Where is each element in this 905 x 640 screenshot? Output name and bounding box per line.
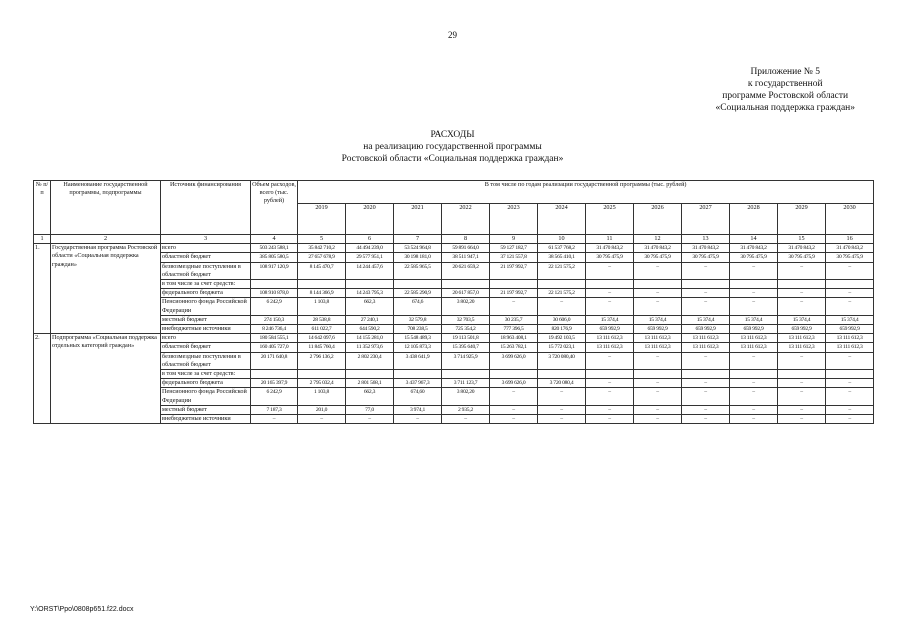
year-value: 53 524 964,8 <box>394 244 442 253</box>
year-value: 21 197 992,7 <box>490 262 538 279</box>
year-value: – <box>778 405 826 414</box>
total-value <box>251 370 298 379</box>
header-year: 2024 <box>538 204 586 235</box>
year-value: 3 720 080,40 <box>538 352 586 369</box>
column-number: 9 <box>490 235 538 244</box>
year-value <box>442 280 490 289</box>
year-value: 19 113 501,8 <box>442 334 490 343</box>
year-value: – <box>778 379 826 388</box>
year-value: – <box>778 298 826 315</box>
table-row <box>34 298 874 315</box>
total-value: 108 917 120,9 <box>251 262 298 279</box>
year-value <box>730 370 778 379</box>
funding-source: местный бюджет <box>161 315 251 324</box>
year-value: 31 470 843,2 <box>586 244 634 253</box>
year-value: – <box>634 388 682 405</box>
year-value: 15 374,4 <box>586 315 634 324</box>
year-value: 30 606,0 <box>538 315 586 324</box>
header-year: 2025 <box>586 204 634 235</box>
funding-source: безвозмездные поступления в областной бюджет <box>161 262 251 279</box>
year-value: 31 470 843,2 <box>634 244 682 253</box>
year-value: 22 585 290,9 <box>394 289 442 298</box>
year-value <box>682 280 730 289</box>
table-row <box>34 405 874 414</box>
year-value <box>346 280 394 289</box>
table-row <box>34 253 874 262</box>
year-value <box>490 280 538 289</box>
year-value: 12 105 873,3 <box>394 343 442 352</box>
year-value: 11 352 973,6 <box>346 343 394 352</box>
funding-source: областной бюджет <box>161 343 251 352</box>
year-value: 13 111 612,3 <box>730 334 778 343</box>
column-number: 13 <box>682 235 730 244</box>
year-value: 31 470 843,2 <box>826 244 874 253</box>
year-value: 13 111 612,3 <box>778 334 826 343</box>
column-number: 2 <box>51 235 161 244</box>
year-value <box>634 370 682 379</box>
column-number: 6 <box>346 235 394 244</box>
year-value: – <box>490 298 538 315</box>
year-value: 1 103,8 <box>298 298 346 315</box>
year-value <box>538 280 586 289</box>
total-value <box>251 280 298 289</box>
table-body <box>34 244 874 424</box>
appendix-line-2: к государственной <box>747 79 823 89</box>
year-value: 8 144 366,9 <box>298 289 346 298</box>
year-value: – <box>730 262 778 279</box>
year-value: 38 511 947,1 <box>442 253 490 262</box>
year-value: 3 974,1 <box>394 405 442 414</box>
year-value: 2 801 568,1 <box>346 379 394 388</box>
year-value: – <box>586 405 634 414</box>
year-value: 21 197 992,7 <box>490 289 538 298</box>
year-value: – <box>826 379 874 388</box>
year-value: 15 772 023,1 <box>538 343 586 352</box>
column-number: 15 <box>778 235 826 244</box>
year-value: 13 111 612,3 <box>634 334 682 343</box>
page-number: 29 <box>448 30 457 40</box>
header-year: 2029 <box>778 204 826 235</box>
year-value: – <box>682 352 730 369</box>
column-number: 7 <box>394 235 442 244</box>
year-value: – <box>586 262 634 279</box>
year-value <box>490 370 538 379</box>
total-value: 8 246 736,4 <box>251 325 298 334</box>
year-value <box>442 370 490 379</box>
year-value: 820 176,9 <box>538 325 586 334</box>
title-line-1: РАСХОДЫ <box>430 130 475 140</box>
year-value: – <box>778 388 826 405</box>
year-value: – <box>682 298 730 315</box>
title-line-3: Ростовской области «Социальная поддержка граждан» <box>341 154 564 164</box>
year-value: 2 935,2 <box>442 405 490 414</box>
year-value: 611 022,7 <box>298 325 346 334</box>
year-value: – <box>682 405 730 414</box>
year-value: – <box>730 388 778 405</box>
total-value: – <box>251 415 298 424</box>
year-value: 13 111 612,3 <box>730 343 778 352</box>
total-value: 7 187,3 <box>251 405 298 414</box>
total-value: 6 242,9 <box>251 298 298 315</box>
funding-source: всего <box>161 244 251 253</box>
column-numbers-row <box>34 235 874 244</box>
year-value: – <box>826 352 874 369</box>
table-row <box>34 379 874 388</box>
year-value: – <box>730 405 778 414</box>
table-row <box>34 334 874 343</box>
year-value <box>826 370 874 379</box>
year-value: 3 437 967,3 <box>394 379 442 388</box>
year-value: – <box>490 415 538 424</box>
header-year: 2027 <box>682 204 730 235</box>
year-value: 662,3 <box>346 298 394 315</box>
appendix-line-1: Приложение № 5 <box>750 67 820 77</box>
year-value: 59 891 664,0 <box>442 244 490 253</box>
year-value: 15 263 782,1 <box>490 343 538 352</box>
year-value: 30 795 475,9 <box>730 253 778 262</box>
total-value: 108 910 878,0 <box>251 289 298 298</box>
year-value: – <box>826 298 874 315</box>
year-value <box>778 370 826 379</box>
year-value: 27 240,1 <box>346 315 394 324</box>
year-value: – <box>538 388 586 405</box>
header-year: 2022 <box>442 204 490 235</box>
year-value: 8 145 470,7 <box>298 262 346 279</box>
header-year: 2030 <box>826 204 874 235</box>
year-value: 2 796 136,2 <box>298 352 346 369</box>
year-value: 20 621 659,2 <box>442 262 490 279</box>
year-value: – <box>682 379 730 388</box>
funding-source: местный бюджет <box>161 405 251 414</box>
header-year: 2019 <box>298 204 346 235</box>
year-value: 22 121 575,2 <box>538 262 586 279</box>
total-value: 503 243 588,1 <box>251 244 298 253</box>
year-value: 15 395 640,7 <box>442 343 490 352</box>
year-value: – <box>586 388 634 405</box>
year-value: 15 374,4 <box>778 315 826 324</box>
year-value: 15 374,4 <box>826 315 874 324</box>
year-value: 31 470 843,2 <box>682 244 730 253</box>
year-value: 15 374,4 <box>634 315 682 324</box>
year-value: – <box>586 415 634 424</box>
year-value: 28 538,8 <box>298 315 346 324</box>
year-value: – <box>730 352 778 369</box>
funding-source: внебюджетные источники <box>161 325 251 334</box>
year-value: – <box>634 352 682 369</box>
program-name: Государственная программа Ростовской области «Социальная поддержка граждан» <box>51 244 161 334</box>
year-value: – <box>730 289 778 298</box>
year-value: 708 238,5 <box>394 325 442 334</box>
year-value: – <box>826 262 874 279</box>
year-value: 61 537 768,2 <box>538 244 586 253</box>
year-value <box>298 280 346 289</box>
year-value: 3 802,20 <box>442 298 490 315</box>
year-value: – <box>490 388 538 405</box>
year-value: – <box>634 298 682 315</box>
year-value: 2 802 230,4 <box>346 352 394 369</box>
header-years-caption: В том числе по годам реализации государственной программы (тыс. рублей) <box>298 181 874 204</box>
year-value: 15 548 489,3 <box>394 334 442 343</box>
year-value: 13 111 612,3 <box>778 343 826 352</box>
year-value: – <box>826 415 874 424</box>
year-value: 659 992,9 <box>682 325 730 334</box>
year-value: 13 111 612,3 <box>586 334 634 343</box>
year-value: 13 111 612,3 <box>634 343 682 352</box>
year-value: 13 111 612,3 <box>682 343 730 352</box>
year-value: 644 590,2 <box>346 325 394 334</box>
year-value: – <box>586 298 634 315</box>
year-value: 18 963 408,1 <box>490 334 538 343</box>
table-row <box>34 289 874 298</box>
header-year: 2021 <box>394 204 442 235</box>
year-value: 662,3 <box>346 388 394 405</box>
year-value: 31 470 843,2 <box>778 244 826 253</box>
year-value: – <box>826 405 874 414</box>
year-value <box>778 280 826 289</box>
header-year: 2028 <box>730 204 778 235</box>
year-value <box>730 280 778 289</box>
year-value: 659 992,9 <box>826 325 874 334</box>
year-value: 27 657 678,9 <box>298 253 346 262</box>
year-value: 659 992,9 <box>778 325 826 334</box>
year-value: 3 699 626,0 <box>490 352 538 369</box>
year-value: – <box>682 289 730 298</box>
year-value: – <box>586 289 634 298</box>
year-value: 14 155 281,0 <box>346 334 394 343</box>
year-value: 30 198 181,0 <box>394 253 442 262</box>
appendix-note <box>715 66 855 114</box>
total-value: 385 805 580,5 <box>251 253 298 262</box>
year-value: 38 565 410,1 <box>538 253 586 262</box>
column-number: 4 <box>251 235 298 244</box>
funding-source: Пенсионного фонда Российской Федерации <box>161 388 251 405</box>
year-value: 13 111 612,3 <box>682 334 730 343</box>
year-value: – <box>538 298 586 315</box>
table-row <box>34 262 874 279</box>
document-title <box>0 129 905 165</box>
funding-source: в том числе за счет средств: <box>161 280 251 289</box>
header-source: Источник финансирования <box>161 181 251 235</box>
funding-source: областной бюджет <box>161 253 251 262</box>
year-value <box>298 370 346 379</box>
year-value: – <box>634 379 682 388</box>
year-value: 777 396,5 <box>490 325 538 334</box>
year-value: 3 438 641,9 <box>394 352 442 369</box>
year-value: – <box>490 405 538 414</box>
year-value: 3 802,20 <box>442 388 490 405</box>
year-value <box>634 280 682 289</box>
year-value <box>346 370 394 379</box>
column-number: 12 <box>634 235 682 244</box>
table-row <box>34 325 874 334</box>
year-value <box>586 370 634 379</box>
total-value: 180 584 555,1 <box>251 334 298 343</box>
year-value: – <box>634 289 682 298</box>
header-year: 2020 <box>346 204 394 235</box>
year-value: 77,0 <box>346 405 394 414</box>
year-value: 201,0 <box>298 405 346 414</box>
year-value: 659 992,9 <box>586 325 634 334</box>
year-value: – <box>730 298 778 315</box>
funding-source: безвозмездные поступления в областной бюджет <box>161 352 251 369</box>
funding-source: Пенсионного фонда Российской Федерации <box>161 298 251 315</box>
year-value: 19 492 103,5 <box>538 334 586 343</box>
table-row <box>34 388 874 405</box>
year-value: – <box>778 262 826 279</box>
file-path-footer: Y:\ORST\Ppo\0808p651.f22.docx <box>30 606 134 613</box>
year-value: 13 111 612,3 <box>826 343 874 352</box>
year-value: 3 711 123,7 <box>442 379 490 388</box>
year-value: – <box>682 415 730 424</box>
year-value: – <box>730 415 778 424</box>
funding-source: в том числе за счет средств: <box>161 370 251 379</box>
column-number: 14 <box>730 235 778 244</box>
year-value: 725 354,2 <box>442 325 490 334</box>
year-value: – <box>634 415 682 424</box>
appendix-line-3: программе Ростовской области <box>722 91 849 101</box>
row-index: 1. <box>34 244 51 334</box>
year-value: – <box>538 405 586 414</box>
year-value: 674,60 <box>394 388 442 405</box>
funding-source: всего <box>161 334 251 343</box>
year-value: 3 699 626,0 <box>490 379 538 388</box>
year-value: 3 720 080,4 <box>538 379 586 388</box>
year-value: – <box>442 415 490 424</box>
column-number: 16 <box>826 235 874 244</box>
header-total: Объем расходов, всего (тыс. рублей) <box>251 181 298 235</box>
table-row <box>34 315 874 324</box>
total-value: 20 171 640,8 <box>251 352 298 369</box>
year-value <box>682 370 730 379</box>
year-value: 22 585 965,5 <box>394 262 442 279</box>
year-value <box>586 280 634 289</box>
year-value: 674,6 <box>394 298 442 315</box>
column-number: 3 <box>161 235 251 244</box>
year-value: – <box>778 289 826 298</box>
year-value: 11 845 760,4 <box>298 343 346 352</box>
year-value: 659 992,9 <box>634 325 682 334</box>
year-value <box>394 280 442 289</box>
year-value: 15 374,4 <box>682 315 730 324</box>
program-name: Подпрограмма «Социальная поддержка отдельных категорий граждан» <box>51 334 161 424</box>
year-value: 32 703,5 <box>442 315 490 324</box>
year-value: 659 992,9 <box>730 325 778 334</box>
year-value: – <box>634 262 682 279</box>
year-value: 59 127 182,7 <box>490 244 538 253</box>
year-value: 1 103,8 <box>298 388 346 405</box>
year-value: 31 470 843,2 <box>730 244 778 253</box>
year-value: 30 795 475,9 <box>586 253 634 262</box>
year-value: 14 244 457,6 <box>346 262 394 279</box>
year-value: – <box>778 352 826 369</box>
header-name: Наименование государственной программы, подпрограммы <box>51 181 161 235</box>
year-value: 30 795 475,9 <box>778 253 826 262</box>
year-value <box>538 370 586 379</box>
year-value: – <box>730 379 778 388</box>
year-value: – <box>586 379 634 388</box>
column-number: 11 <box>586 235 634 244</box>
year-value: – <box>394 415 442 424</box>
year-value: 30 235,7 <box>490 315 538 324</box>
funding-source: федерального бюджета <box>161 289 251 298</box>
column-number: 10 <box>538 235 586 244</box>
table-row <box>34 244 874 253</box>
funding-source: федерального бюджета <box>161 379 251 388</box>
year-value: – <box>346 415 394 424</box>
year-value: 14 243 795,3 <box>346 289 394 298</box>
column-number: 1 <box>34 235 51 244</box>
year-value: 13 111 612,3 <box>826 334 874 343</box>
table-row <box>34 280 874 289</box>
header-num: № п/п <box>34 181 51 235</box>
year-value <box>826 280 874 289</box>
header-year: 2023 <box>490 204 538 235</box>
year-value: – <box>682 388 730 405</box>
year-value: 37 121 557,8 <box>490 253 538 262</box>
year-value: 29 577 951,1 <box>346 253 394 262</box>
year-value: – <box>538 415 586 424</box>
funding-source: внебюджетные источники <box>161 415 251 424</box>
total-value: 274 150,3 <box>251 315 298 324</box>
column-number: 5 <box>298 235 346 244</box>
year-value: 20 617 857,0 <box>442 289 490 298</box>
year-value: 13 111 612,3 <box>586 343 634 352</box>
year-value: – <box>682 262 730 279</box>
year-value: 3 714 925,9 <box>442 352 490 369</box>
year-value: 30 795 475,9 <box>682 253 730 262</box>
year-value: – <box>634 405 682 414</box>
year-value: – <box>826 388 874 405</box>
year-value: 30 795 475,9 <box>826 253 874 262</box>
table-row <box>34 343 874 352</box>
year-value: – <box>778 415 826 424</box>
table-row <box>34 415 874 424</box>
expenses-table <box>33 180 874 424</box>
table-row <box>34 352 874 369</box>
year-value: 15 374,4 <box>730 315 778 324</box>
year-value: – <box>586 352 634 369</box>
table-row <box>34 370 874 379</box>
total-value: 6 242,9 <box>251 388 298 405</box>
row-index: 2. <box>34 334 51 424</box>
total-value: 20 165 397,9 <box>251 379 298 388</box>
year-value: 22 121 575,2 <box>538 289 586 298</box>
title-line-2: на реализацию государственной программы <box>363 142 542 152</box>
year-value: 30 795 475,9 <box>634 253 682 262</box>
column-number: 8 <box>442 235 490 244</box>
year-value: 44 494 239,0 <box>346 244 394 253</box>
year-value: – <box>298 415 346 424</box>
year-value: 32 579,8 <box>394 315 442 324</box>
year-value: 2 795 032,4 <box>298 379 346 388</box>
year-value: 14 642 097,6 <box>298 334 346 343</box>
year-value: – <box>826 289 874 298</box>
year-value <box>394 370 442 379</box>
appendix-line-4: «Социальная поддержка граждан» <box>715 103 855 113</box>
total-value: 160 405 727,0 <box>251 343 298 352</box>
header-year: 2026 <box>634 204 682 235</box>
year-value: 35 842 710,2 <box>298 244 346 253</box>
